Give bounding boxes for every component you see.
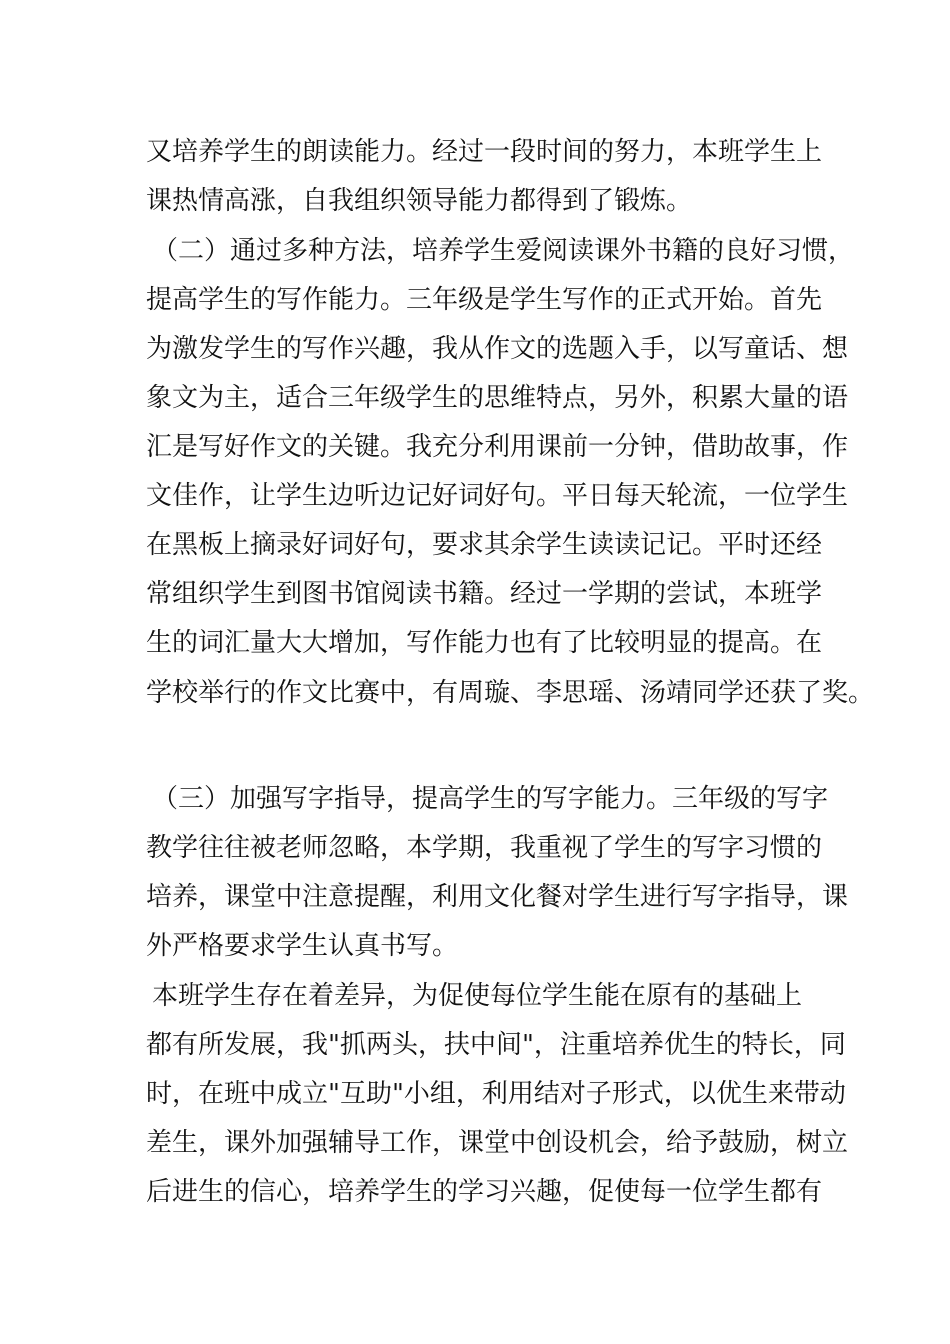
text-line-19: 时，在班中成立"互助"小组，利用结对子形式，以优生来带动 [146,1079,846,1109]
text-line-21: 后进生的信心，培养学生的学习兴趣，促使每一位学生都有 [146,1177,823,1207]
text-line-10: 常组织学生到图书馆阅读书籍。经过一学期的尝试，本班学 [146,579,823,609]
text-line-1: 又培养学生的朗读能力。经过一段时间的努力，本班学生上 [146,137,823,167]
text-line-4: 提高学生的写作能力。三年级是学生写作的正式开始。首先 [146,285,823,315]
paragraph-start-line: 本班学生存在着差异，为促使每位学生能在原有的基础上 [152,981,803,1011]
text-line-12: 学校举行的作文比赛中，有周璇、李思瑶、汤靖同学还获了奖。 [146,678,875,708]
text-line-5: 为激发学生的写作兴趣，我从作文的选题入手，以写童话、想 [146,334,849,364]
text-line-15: 培养，课堂中注意提醒，利用文化餐对学生进行写字指导，课 [146,882,849,912]
text-line-14: 教学往往被老师忽略，本学期，我重视了学生的写字习惯的 [146,833,823,863]
text-line-7: 汇是写好作文的关键。我充分利用课前一分钟，借助故事，作 [146,432,849,462]
section-3-heading-line: （三）加强写字指导，提高学生的写字能力。三年级的写字 [152,784,829,814]
text-line-16: 外严格要求学生认真书写。 [146,931,459,961]
text-line-11: 生的词汇量大大增加，写作能力也有了比较明显的提高。在 [146,628,823,658]
text-line-6: 象文为主，适合三年级学生的思维特点，另外，积累大量的语 [146,383,849,413]
text-line-20: 差生，课外加强辅导工作，课堂中创设机会，给予鼓励，树立 [146,1128,849,1158]
text-line-8: 文佳作，让学生边听边记好词好句。平日每天轮流，一位学生 [146,481,849,511]
text-line-9: 在黑板上摘录好词好句，要求其余学生读读记记。平时还经 [146,530,823,560]
text-line-2: 课热情高涨，自我组织领导能力都得到了锻炼。 [146,186,693,216]
text-line-18: 都有所发展，我"抓两头，扶中间"，注重培养优生的特长，同 [146,1030,846,1060]
section-2-heading-line: （二）通过多种方法，培养学生爱阅读课外书籍的良好习惯， [152,236,855,266]
